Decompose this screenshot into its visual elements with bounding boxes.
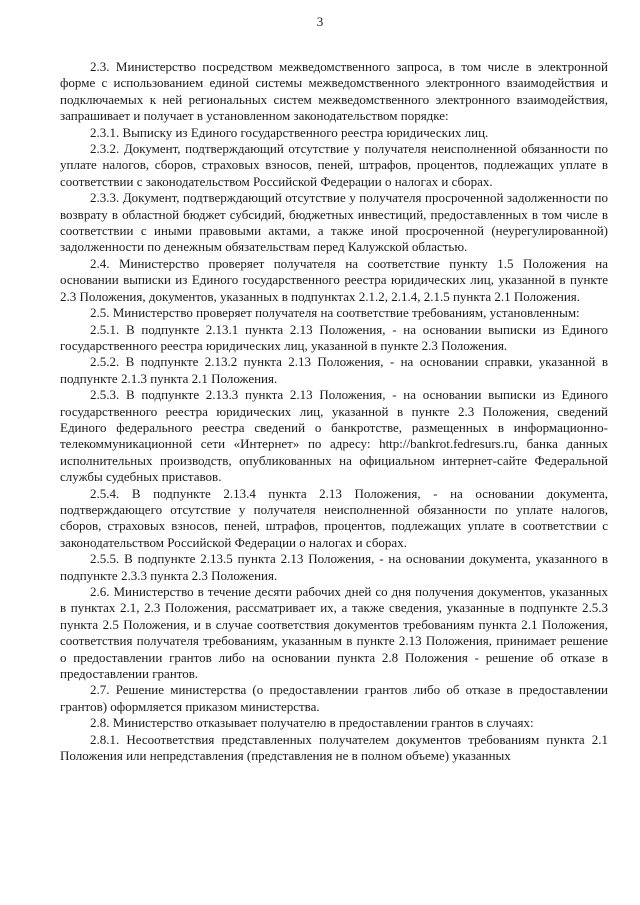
paragraph-2-3-2: 2.3.2. Документ, подтверждающий отсутствие у получателя неисполненной обязанности по уплате налогов, сборов, страховых взносов, пеней, штрафов, процентов, подлежащих уплате в соответствии с законодательством Российской Федерации о налогах и сборах.	[60, 141, 608, 189]
paragraph-2-4: 2.4. Министерство проверяет получателя на соответствие пункту 1.5 Положения на основании выписки из Единого государственного реестра юридических лиц, указанной в пункте 2.3 Положения, документов, указанных в подпунктах 2.1.2, 2.1.4, 2.1.5 пункта 2.1 Положения.	[60, 255, 608, 304]
paragraph-2-8-1: 2.8.1. Несоответствия представленных получателем документов требованиям пункта 2.1 Положения или непредставления (представления не в полном объеме) указанных	[60, 731, 608, 764]
paragraph-2-3: 2.3. Министерство посредством межведомственного запроса, в том числе в электронной форме с использованием единой системы межведомственного электронного взаимодействия и подключаемых к ней региональных систем межведомственного электронного взаимодействия, запрашивает и получает в установленном законодательством порядке:	[60, 59, 608, 124]
document-body	[60, 59, 608, 764]
paragraph-2-5-4: 2.5.4. В подпункте 2.13.4 пункта 2.13 Положения, - на основании документа, подтверждающего отсутствие у получателя неисполненной обязанности по уплате налогов, сборов, страховых взносов, пеней, штрафов, процентов, подлежащих уплате в соответствии с законодательством Российской Федерации о налогах и сборах.	[60, 485, 608, 550]
paragraph-2-8: 2.8. Министерство отказывает получателю в предоставлении грантов в случаях:	[90, 715, 534, 731]
paragraph-2-7: 2.7. Решение министерства (о предоставлении грантов либо об отказе в предоставлении грантов) оформляется приказом министерства.	[60, 682, 608, 714]
paragraph-2-5-2: 2.5.2. В подпункте 2.13.2 пункта 2.13 Положения, - на основании справки, указанной в подпункте 2.1.3 пункта 2.1 Положения.	[60, 354, 608, 386]
paragraph-2-5-5: 2.5.5. В подпункте 2.13.5 пункта 2.13 Положения, - на основании документа, указанного в подпункте 2.3.3 пункта 2.3 Положения.	[60, 551, 608, 583]
paragraph-2-5-3: 2.5.3. В подпункте 2.13.3 пункта 2.13 Положения, - на основании выписки из Единого государственного реестра юридических лиц, указанной в пункте 2.3 Положения, сведений Единого федерального реестра сведений о банкротстве, размещенных в информационно-телекоммуникационной сети «Интернет» по адресу: http://bankrot.fedresurs.ru, банка данных исполнительных производств, опубликованных на официальном интернет-сайте Федеральной службы судебных приставов.	[60, 387, 608, 485]
page-number: 3	[316, 14, 324, 29]
paragraph-2-3-3: 2.3.3. Документ, подтверждающий отсутствие у получателя просроченной задолженности по возврату в областной бюджет субсидий, бюджетных инвестиций, предоставленных в том числе в соответствии с иными правовыми актами, а также иной просроченной (неурегулированной) задолженности по денежным обязательствам перед Калужской областью.	[60, 190, 608, 255]
paragraph-2-6: 2.6. Министерство в течение десяти рабочих дней со дня получения документов, указанных в пунктах 2.1, 2.3 Положения, рассматривает их, а также сведения, указанные в подпункте 2.5.3 пункта 2.5 Положения, и в случае соответствия документов требованиям пункта 2.1 Положения, соответствия получателя требованиям, указанным в пункте 2.13 Положения, принимает решение о предоставлении грантов либо на основании пункта 2.8 Положения - решение об отказе в предоставлении грантов.	[60, 584, 608, 682]
paragraph-2-5-1: 2.5.1. В подпункте 2.13.1 пункта 2.13 Положения, - на основании выписки из Единого государственного реестра юридических лиц, указанной в пункте 2.3 Положения.	[60, 321, 608, 353]
paragraph-2-3-1: 2.3.1. Выписку из Единого государственного реестра юридических лиц.	[90, 124, 489, 140]
paragraph-2-5: 2.5. Министерство проверяет получателя на соответствие требованиям, установленным:	[90, 305, 580, 321]
